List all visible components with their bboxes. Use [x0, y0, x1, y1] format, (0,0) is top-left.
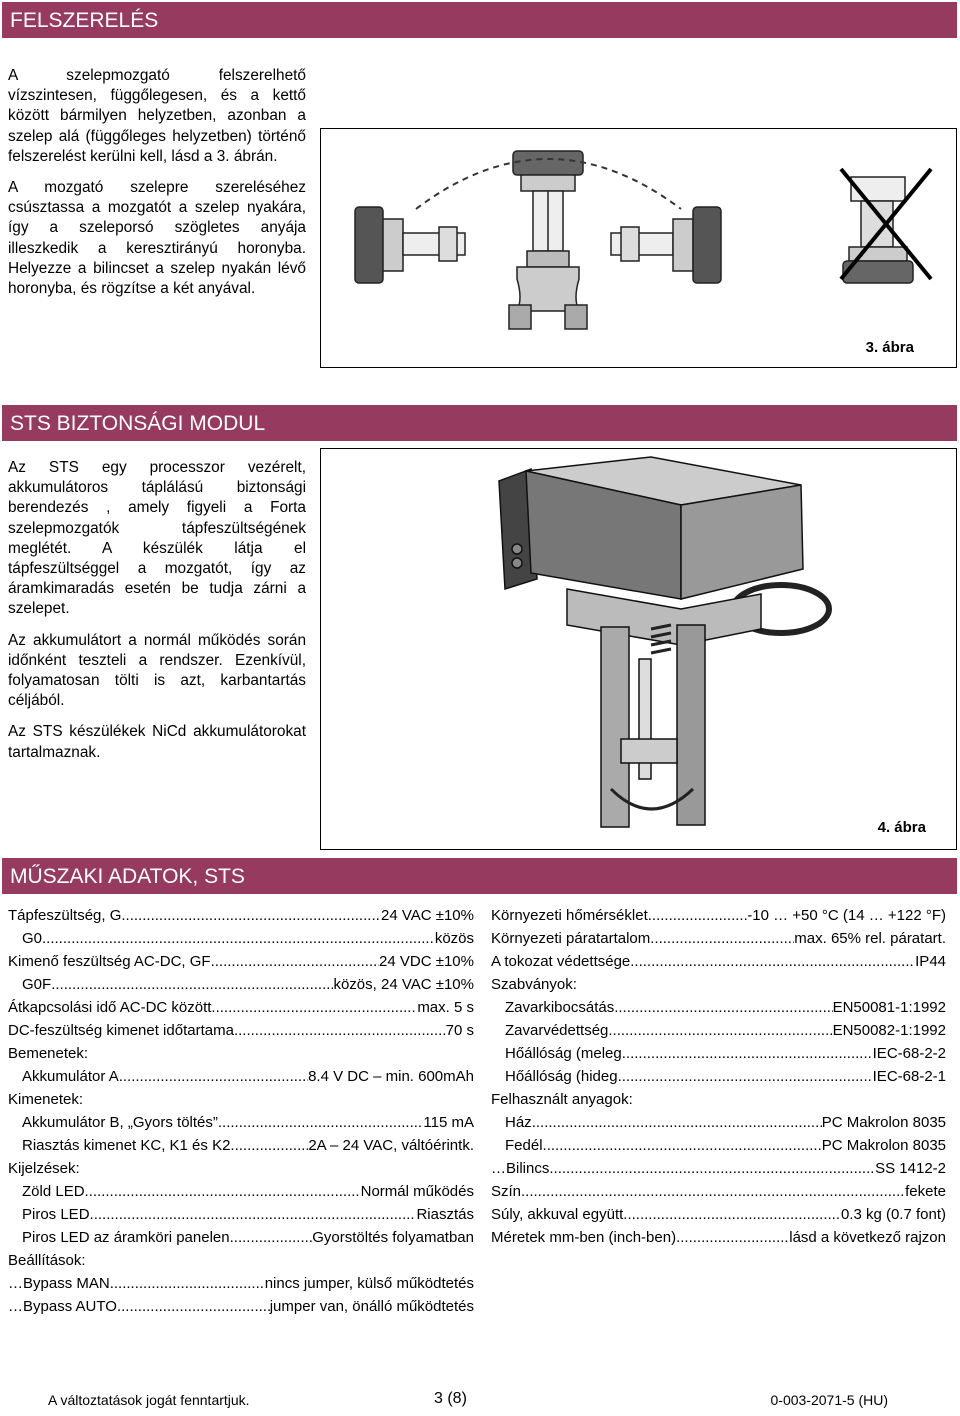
spec-label: Piros LED [22, 1206, 90, 1223]
spec-leader-dots [622, 1042, 873, 1065]
spec-label: Kimenetek: [8, 1091, 84, 1108]
sts-text [8, 458, 306, 774]
sts-paragraph-2: Az akkumulátort a normál működés során időnként teszteli a rendszer. Ezenkívül, folyamatosan tölti is azt, karbantartás céljából. [8, 631, 306, 710]
felszereles-text [8, 66, 306, 310]
spec-value: 70 s [445, 1022, 474, 1039]
footer-document-id: 0-003-2071-5 (HU) [770, 1392, 888, 1408]
page-number: 3 (8) [434, 1390, 467, 1407]
spec-label: Hőállóság (meleg [505, 1045, 622, 1062]
spec-leader-dots [614, 996, 832, 1019]
spec-value: jumper van, önálló működtetés [269, 1298, 474, 1315]
spec-label: Zavarvédettség [505, 1022, 609, 1039]
spec-row [491, 996, 946, 1019]
spec-row [491, 1157, 946, 1180]
spec-leader-dots [211, 996, 417, 1019]
section-header-sts-modul: STS BIZTONSÁGI MODUL [2, 405, 957, 441]
spec-row [8, 1134, 474, 1157]
spec-row [491, 1042, 946, 1065]
figure-4-box [320, 448, 957, 850]
figure-3-mounting-illustration [321, 129, 956, 367]
spec-label: Fedél [505, 1137, 543, 1154]
actuator-upside-down-crossed [841, 169, 931, 283]
actuator-horizontal-left [355, 207, 465, 283]
spec-leader-dots [521, 1180, 905, 1203]
spec-label: A tokozat védettsége [491, 953, 631, 970]
spec-leader-dots [117, 1295, 270, 1318]
spec-value: Normál működés [360, 1183, 474, 1200]
spec-row [491, 1180, 946, 1203]
spec-row [8, 1180, 474, 1203]
spec-row [491, 927, 946, 950]
spec-label: Kijelzések: [8, 1160, 80, 1177]
felszereles-paragraph-1: A szelepmozgató felszerelhető vízszintesen, függőlegesen, és a kettő között bármilyen helyzetben, azonban a szelep alá (függőleges helyzetben) történő felszerelést kerülni kell, lásd a 3. ábrán. [8, 67, 306, 165]
spec-row [8, 1295, 474, 1318]
spec-label: …Bypass MAN [8, 1275, 110, 1292]
spec-row [491, 1226, 946, 1249]
spec-value: PC Makrolon 8035 [821, 1114, 946, 1131]
spec-value: IEC-68-2-1 [872, 1068, 946, 1085]
spec-leader-dots [218, 1111, 424, 1134]
figure-3-box [320, 128, 957, 368]
spec-leader-dots [85, 1180, 361, 1203]
sts-paragraph-3: Az STS készülékek NiCd akkumulátorokat tartalmaznak. [8, 723, 306, 761]
spec-label: Átkapcsolási idő AC-DC között [8, 999, 212, 1016]
spec-row [8, 996, 474, 1019]
spec-row [491, 950, 946, 973]
spec-label: Környezeti páratartalom [491, 930, 651, 947]
spec-row [8, 1088, 474, 1111]
spec-label: Riasztás kimenet KC, K1 és K2 [22, 1137, 231, 1154]
spec-leader-dots [121, 904, 381, 927]
spec-leader-dots [676, 1226, 789, 1249]
spec-label: Szín [491, 1183, 522, 1200]
spec-label: Zöld LED [22, 1183, 85, 1200]
spec-row [8, 1157, 474, 1180]
spec-value: IEC-68-2-2 [872, 1045, 946, 1062]
spec-row [8, 1249, 474, 1272]
spec-label: Bemenetek: [8, 1045, 89, 1062]
spec-label: …Bypass AUTO [8, 1298, 117, 1315]
spec-label: G0F [22, 976, 52, 993]
spec-row [491, 904, 946, 927]
section-header-felszereles: FELSZERELÉS [2, 2, 957, 38]
spec-leader-dots [230, 1134, 308, 1157]
spec-leader-dots [650, 927, 794, 950]
spec-leader-dots [630, 950, 915, 973]
spec-leader-dots [543, 1134, 822, 1157]
spec-value: EN50082-1:1992 [832, 1022, 946, 1039]
spec-label: Akkumulátor B, „Gyors töltés” [22, 1114, 218, 1131]
specs-right-column [491, 904, 946, 1249]
actuator-vertical-center [509, 151, 587, 329]
actuator-horizontal-right [611, 207, 721, 283]
felszereles-paragraph-2: A mozgató szelepre szereléséhez csúsztassa a mozgatót a szelep nyakára, így a szeleporsó szögletes anyája illeszkedik a keresztirányú horonyba. Helyezze a bilincset a szelep nyakán lévő horonyba, és rögzítse a két anyával. [8, 179, 306, 298]
spec-label: Környezeti hőmérséklet [491, 907, 648, 924]
spec-value: 24 VAC ±10% [380, 907, 474, 924]
spec-leader-dots [110, 1272, 265, 1295]
spec-leader-dots [230, 1226, 313, 1249]
spec-label: Beállítások: [8, 1252, 86, 1269]
spec-row [491, 1203, 946, 1226]
spec-row [491, 1111, 946, 1134]
spec-value: 24 VDC ±10% [379, 953, 474, 970]
spec-row [491, 1019, 946, 1042]
spec-value: SS 1412-2 [875, 1160, 946, 1177]
spec-row [8, 950, 474, 973]
spec-row [8, 927, 474, 950]
spec-leader-dots [618, 1065, 873, 1088]
spec-leader-dots [608, 1019, 832, 1042]
spec-value: 8.4 V DC – min. 600mAh [308, 1068, 474, 1085]
sts-paragraph-1: Az STS egy processzor vezérelt, akkumulátoros táplálású biztonsági berendezés , amely figyeli a Forta szelepmozgatók tápfeszültségének meglétét. A készülék látja el tápfeszültséggel a mozgatót, így az áramkimaradás esetén be tudja zárni a szelepet. [8, 459, 306, 618]
spec-value: 0.3 kg (0.7 font) [840, 1206, 946, 1223]
spec-value: IP44 [915, 953, 946, 970]
spec-leader-dots [623, 1203, 841, 1226]
spec-value: PC Makrolon 8035 [821, 1137, 946, 1154]
spec-label: Szabványok: [491, 976, 577, 993]
spec-row [491, 1065, 946, 1088]
spec-leader-dots [648, 904, 748, 927]
spec-label: Ház [505, 1114, 532, 1131]
spec-leader-dots [211, 950, 379, 973]
spec-value: Riasztás [416, 1206, 474, 1223]
spec-value: max. 65% rel. páratart. [794, 930, 946, 947]
spec-value: közös [434, 930, 474, 947]
spec-value: nincs jumper, külső működtetés [264, 1275, 474, 1292]
spec-row [8, 1111, 474, 1134]
spec-leader-dots [234, 1019, 446, 1042]
specs-left-column [8, 904, 474, 1318]
spec-leader-dots [90, 1203, 417, 1226]
spec-label: …Bilincs [491, 1160, 550, 1177]
spec-value: közös, 24 VAC ±10% [333, 976, 474, 993]
spec-label: Felhasznált anyagok: [491, 1091, 633, 1108]
spec-label: Piros LED az áramköri panelen [22, 1229, 230, 1246]
spec-row [8, 904, 474, 927]
spec-leader-dots [119, 1065, 308, 1088]
spec-value: 2A – 24 VAC, váltóérintk. [308, 1137, 474, 1154]
spec-label: Méretek mm-ben (inch-ben) [491, 1229, 677, 1246]
spec-value: 115 mA [423, 1114, 474, 1131]
spec-label: Akkumulátor A [22, 1068, 119, 1085]
spec-row [491, 1088, 946, 1111]
spec-value: fekete [905, 1183, 946, 1200]
spec-leader-dots [42, 927, 435, 950]
spec-label: DC-feszültség kimenet időtartama [8, 1022, 234, 1039]
spec-label: Súly, akkuval együtt [491, 1206, 624, 1223]
spec-label: Zavarkibocsátás [505, 999, 615, 1016]
spec-label: Hőállóság (hideg [505, 1068, 618, 1085]
spec-row [8, 1065, 474, 1088]
section-header-muszaki: MŰSZAKI ADATOK, STS [2, 858, 957, 894]
spec-row [491, 973, 946, 996]
spec-row [8, 1226, 474, 1249]
spec-row [491, 1134, 946, 1157]
spec-row [8, 1042, 474, 1065]
spec-value: EN50081-1:1992 [832, 999, 946, 1016]
spec-value: Gyorstöltés folyamatban [312, 1229, 474, 1246]
spec-row [8, 973, 474, 996]
spec-value: -10 … +50 °C (14 … +122 °F) [747, 907, 946, 924]
figure-4-sts-actuator-illustration [321, 449, 956, 849]
spec-value: lásd a következő rajzon [789, 1229, 946, 1246]
spec-row [8, 1019, 474, 1042]
spec-leader-dots [532, 1111, 822, 1134]
spec-leader-dots [549, 1157, 875, 1180]
spec-row [8, 1272, 474, 1295]
spec-label: Kimenő feszültség AC-DC, GF [8, 953, 211, 970]
figure-4-caption: 4. ábra [877, 819, 926, 836]
spec-label: G0 [22, 930, 43, 947]
spec-leader-dots [51, 973, 333, 996]
spec-row [8, 1203, 474, 1226]
figure-3-caption: 3. ábra [865, 339, 914, 356]
spec-value: max. 5 s [417, 999, 474, 1016]
spec-label: Tápfeszültség, G [8, 907, 122, 924]
footer-left: A változtatások jogát fenntartjuk. [48, 1392, 250, 1408]
